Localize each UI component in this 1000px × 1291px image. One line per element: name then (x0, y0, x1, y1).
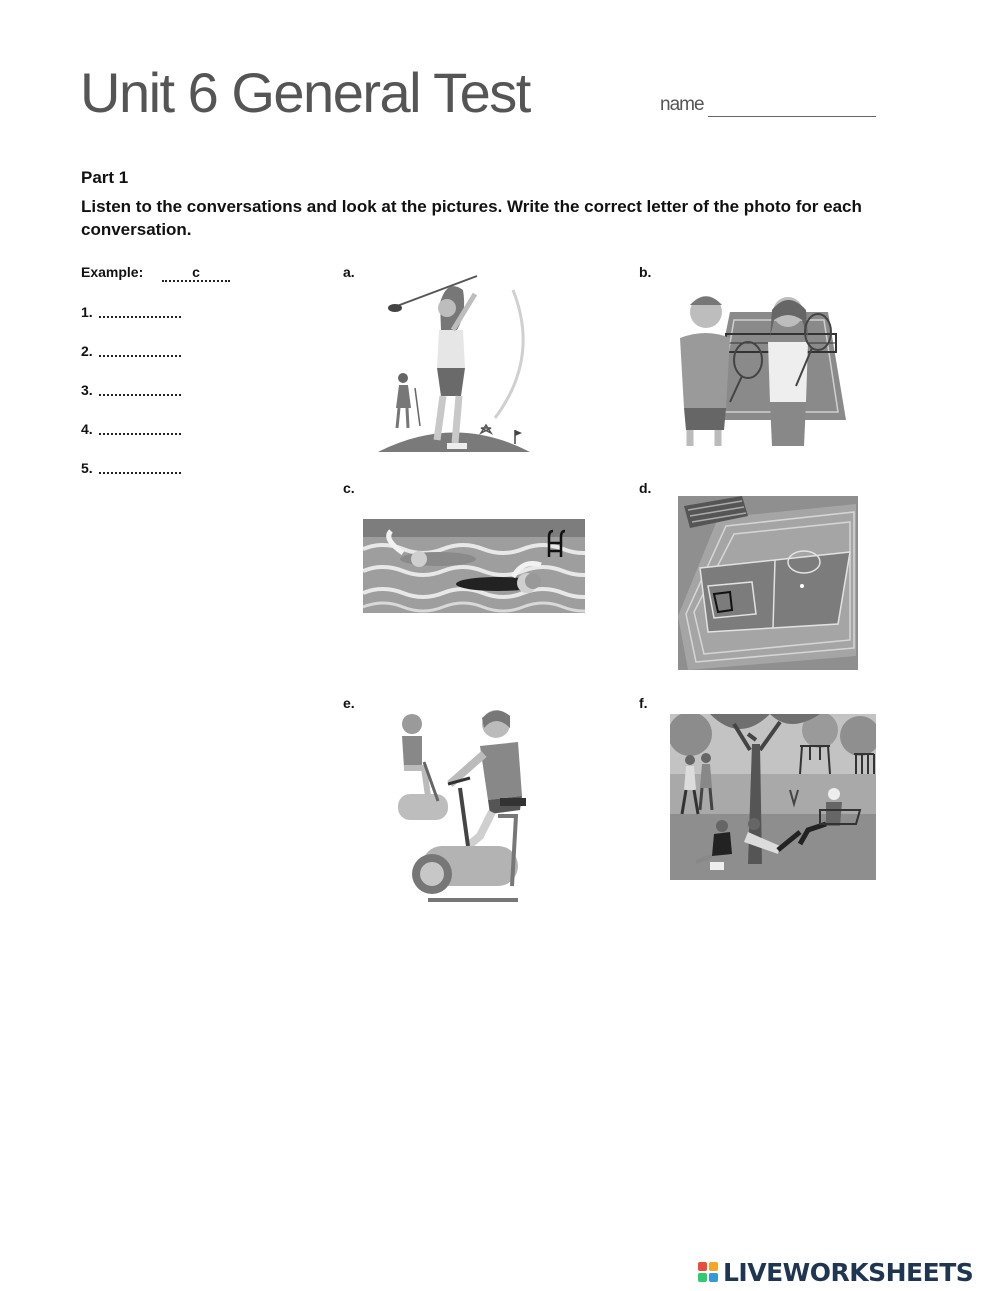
question-5 (81, 460, 93, 476)
brand-name: LIVEWORKSHEETS (723, 1257, 974, 1287)
question-3 (81, 382, 93, 398)
photo-label-d: d. (639, 480, 652, 496)
photo-swimming (363, 519, 585, 613)
question-1 (81, 304, 93, 320)
question-number: 4. (81, 421, 93, 437)
logo-square (709, 1262, 718, 1271)
question-number: 1. (81, 304, 93, 320)
question-number: 2. (81, 343, 93, 359)
answer-input-1[interactable] (99, 302, 181, 318)
answer-input-5[interactable] (99, 458, 181, 474)
photo-soccer-field (678, 496, 858, 670)
example-answer: c (162, 264, 230, 282)
question-2 (81, 343, 93, 359)
photo-tennis (668, 290, 848, 448)
photo-label-c: c. (343, 480, 355, 496)
instructions: Listen to the conversations and look at the pictures. Write the correct letter of the photo for each conversation. (81, 197, 862, 239)
logo-mark (698, 1262, 718, 1282)
answer-input-4[interactable] (99, 419, 181, 435)
logo-square (698, 1273, 707, 1282)
page-title: Unit 6 General Test (80, 61, 530, 124)
question-number: 3. (81, 382, 93, 398)
logo-square (698, 1262, 707, 1271)
liveworksheets-logo (698, 1257, 973, 1287)
photo-label-e: e. (343, 695, 355, 711)
answer-input-3[interactable] (99, 380, 181, 396)
photo-label-f: f. (639, 695, 648, 711)
example-label: Example: (81, 264, 144, 280)
question-4 (81, 421, 93, 437)
photo-golf (375, 268, 535, 454)
photo-label-a: a. (343, 264, 355, 280)
photo-label-b: b. (639, 264, 652, 280)
photo-park (670, 714, 876, 880)
logo-square (709, 1273, 718, 1282)
question-number: 5. (81, 460, 93, 476)
name-label: name (660, 94, 704, 115)
part-heading: Part 1 (81, 168, 129, 187)
name-field-line[interactable] (708, 116, 876, 117)
photo-exercise-bikes (388, 706, 536, 912)
answer-input-2[interactable] (99, 341, 181, 357)
